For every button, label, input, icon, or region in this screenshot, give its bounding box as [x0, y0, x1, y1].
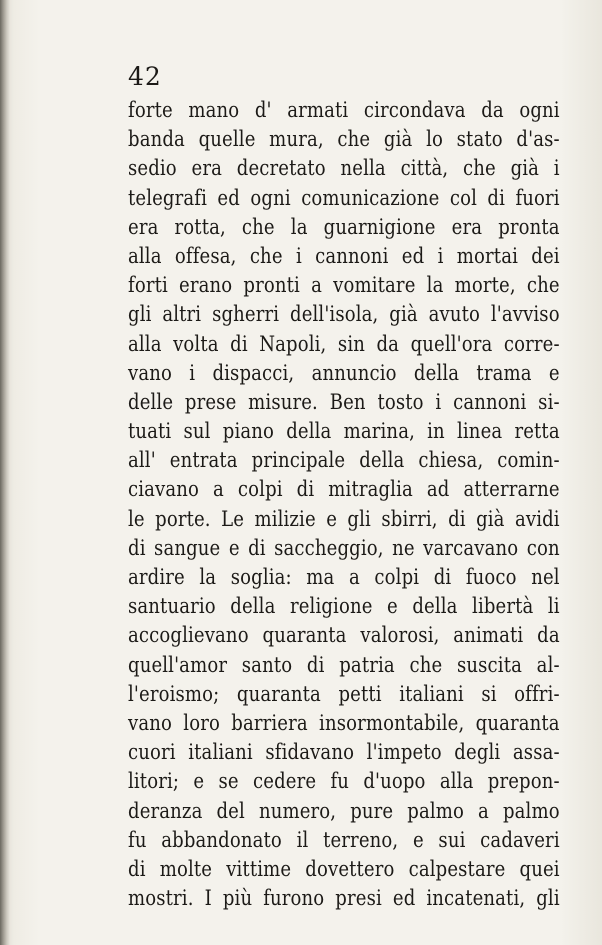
- text-line: fu abbandonato il terreno, e sui cadaveri: [128, 827, 560, 852]
- text-line: santuario della religione e della libertà li: [128, 594, 560, 619]
- text-line: banda quelle mura, che già lo stato d'as-: [128, 127, 560, 152]
- text-line: gli altri sgherri dell'isola, già avuto l'avviso: [128, 302, 560, 327]
- text-line: di sangue e di saccheggio, ne varcavano con: [128, 535, 560, 560]
- text-line: deranza del numero, pure palmo a palmo: [128, 798, 560, 823]
- text-line: cuori italiani sfidavano l'impeto degli assa-: [128, 740, 560, 765]
- text-line: alla volta di Napoli, sin da quell'ora corre-: [128, 331, 560, 356]
- text-line: accoglievano quaranta valorosi, animati da: [128, 623, 560, 648]
- text-line: mostri. I più furono presi ed incatenati, gli: [128, 886, 560, 911]
- text-line: telegrafi ed ogni comunicazione col di fuori: [128, 185, 560, 210]
- text-line: di molte vittime dovettero calpestare quei: [128, 856, 560, 881]
- text-line: vano i dispacci, annuncio della trama e: [128, 360, 560, 385]
- text-line: ciavano a colpi di mitraglia ad atterrarne: [128, 477, 560, 502]
- text-line: forte mano d' armati circondava da ogni: [128, 98, 560, 122]
- text-line: l'eroismo; quaranta petti italiani si offri-: [128, 681, 560, 706]
- text-line: era rotta, che la guarnigione era pronta: [128, 214, 560, 239]
- text-line: all' entrata principale della chiesa, comin-: [128, 448, 560, 473]
- text-line: alla offesa, che i cannoni ed i mortai dei: [128, 243, 560, 268]
- text-line: delle prese misure. Ben tosto i cannoni si-: [128, 389, 560, 414]
- body-text: [128, 96, 560, 913]
- text-line: tuati sul piano della marina, in linea retta: [128, 419, 560, 444]
- page-number: 42: [128, 62, 162, 91]
- text-line: quell'amor santo di patria che suscita al-: [128, 652, 560, 677]
- text-line: forti erano pronti a vomitare la morte, che: [128, 273, 560, 298]
- text-line: vano loro barriera insormontabile, quaranta: [128, 710, 560, 735]
- text-line: le porte. Le milizie e gli sbirri, di già avidi: [128, 506, 560, 531]
- text-line: sedio era decretato nella città, che già i: [128, 156, 560, 181]
- binding-edge: [0, 0, 10, 945]
- text-line: litori; e se cedere fu d'uopo alla prepon-: [128, 769, 560, 794]
- text-line: ardire la soglia: ma a colpi di fuoco nel: [128, 565, 560, 589]
